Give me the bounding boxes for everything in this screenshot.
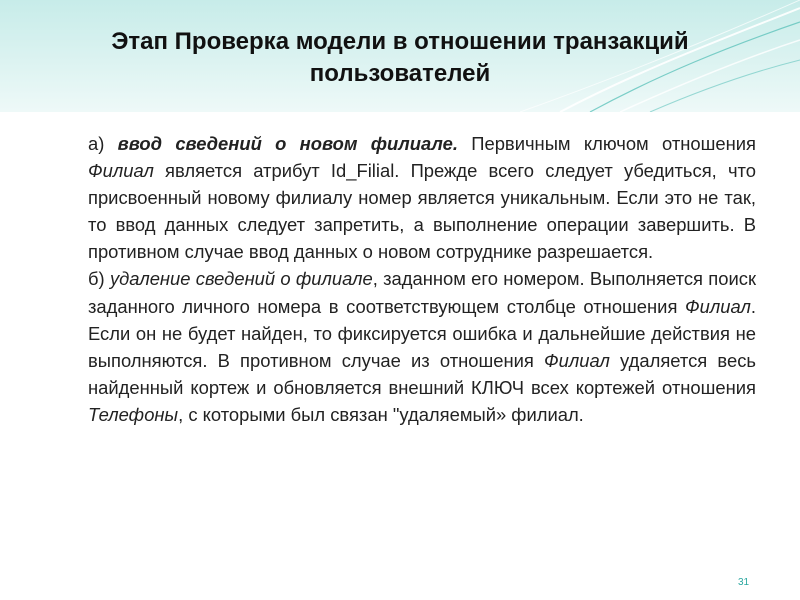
paragraph-b-heading: удаление сведений о филиале xyxy=(109,268,373,290)
slide-title xyxy=(40,26,760,90)
paragraph-a-text-1: Первичным ключом отношения xyxy=(457,133,756,154)
title-line-2: пользователей xyxy=(309,60,491,87)
paragraph-b-text-4: , с которыми был связан "удаляемый» филиал. xyxy=(178,403,584,425)
relation-name: Филиал xyxy=(685,295,751,317)
paragraph-a-heading: ввод сведений о новом филиале. xyxy=(117,133,458,154)
title-line-1: Этап Проверка модели в отношении транзакций xyxy=(111,28,689,55)
header-band xyxy=(0,0,800,112)
paragraph-a-text-2: является атрибут Id_Filial. Прежде всего следует убедиться, что присвоенный новому филиалу номер является уникальным. Если это не так, то ввод данных следует запретить, а выполнение операции завершить. В противном случае ввод данных о новом сотруднике разрешается. xyxy=(88,160,756,263)
slide-body xyxy=(88,130,756,428)
paragraph-a-prefix: а) xyxy=(88,133,118,154)
paragraph-b-text-2: . Если он не будет найден, то фиксируется ошибка и дальнейшие действия не выполняются. В противном случае из отношения xyxy=(88,295,756,371)
paragraph-b-text-1: , заданном его номером. Выполняется поиск заданного личного номера в соответствующем столбце отношения xyxy=(88,268,756,317)
relation-name: Телефоны xyxy=(88,403,179,425)
paragraph-b-prefix: б) xyxy=(88,268,110,290)
relation-name: Филиал xyxy=(544,349,610,371)
paragraph-a xyxy=(88,130,756,265)
page-number: 31 xyxy=(738,577,750,588)
relation-name: Филиал xyxy=(88,160,154,182)
paragraph-b-text-3: удаляется весь найденный кортеж и обновляется внешний КЛЮЧ всех кортежей отношения xyxy=(88,349,756,398)
paragraph-b xyxy=(88,265,756,428)
